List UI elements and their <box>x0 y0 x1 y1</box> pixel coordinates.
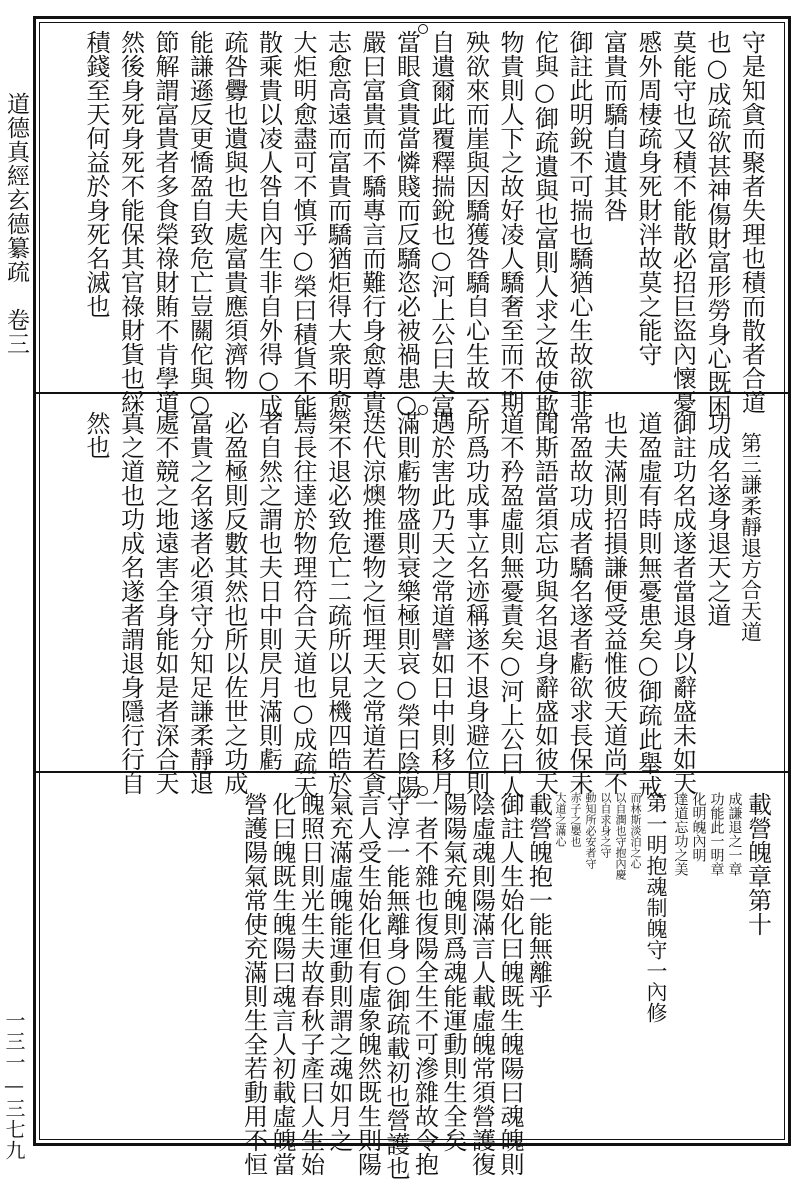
text-column: 常盈故功成者驕名遂者虧欲求長保未 <box>565 411 593 795</box>
text-column: 必盈極則反數其然也所以佐世之功成 <box>220 411 248 795</box>
text-column: 自遺爾此覆釋揣銳也○河上公曰夫富 <box>427 30 455 418</box>
text-column: 殃欲來而崖與因驕獲咎驕自心生故云 <box>461 30 490 414</box>
text-column: 動知所必安者守 <box>584 792 597 869</box>
text-column: 守是知貪而聚者失理也積而散者合道 <box>737 30 766 414</box>
text-column: 佗與○御疏遺與也富則人求之故使欺 <box>530 30 559 418</box>
text-column: 然也 <box>82 411 110 459</box>
text-column: 當眼貪貴當憐賤而反驕恣必被禍患○ <box>392 30 421 418</box>
text-column: 功成名遂身退天之道 <box>703 411 731 627</box>
text-column: 節解謂富貴者多食榮祿財賄不肯學道 <box>151 30 179 414</box>
text-column: 也○成疏欲甚神傷財富形勞身心既困 <box>703 30 731 418</box>
text-column: 遇於害此乃天之常道譬如日中則移月 <box>427 411 455 795</box>
text-column: 滿則虧物盛則衰樂極則哀○榮曰陰陽 <box>392 411 421 799</box>
text-column: 言人受生始化但有虛象魄然既生則陽 <box>353 792 382 1176</box>
text-column: 化明魄內明 <box>690 792 707 862</box>
text-column: 富貴而驕自遺其咎 <box>599 30 628 222</box>
text-column: 營護陽氣常使充滿則生全若動用不恒 <box>239 792 268 1176</box>
text-column: 物貴則人下之故好凌人驕奢至而不期 <box>496 30 524 414</box>
text-column: 散乘貴以凌人咎自內生非自外得○成 <box>254 30 283 418</box>
text-column: 載營魄抱一能無離乎 <box>524 792 553 1008</box>
text-column: 第三謙柔靜退方合天道 <box>738 411 763 642</box>
text-column: 而林斯淡泊之心 <box>629 792 642 869</box>
text-column: 焉長往達於物理符合天道也○成疏天 <box>289 411 317 799</box>
text-column: 積錢至天何益於身死名滅也 <box>82 30 110 318</box>
panel-bottom <box>44 786 782 1180</box>
text-column: 以自求身之守 <box>599 792 612 858</box>
text-column: 處不競之地遠害全身能如是者深合天 <box>151 411 179 795</box>
text-column: 魄照日則光生夫故春秋子產曰人生始 <box>296 792 325 1176</box>
panel-middle <box>44 405 782 799</box>
text-column: 志愈高遠而富貴而驕猶炬得大衆明愈 <box>323 30 352 414</box>
text-column: 成謙退之一章 <box>726 792 743 876</box>
margin-page-number: 一三一—三七九 <box>2 1010 26 1161</box>
text-column: 赤子之嬰也 <box>569 792 582 847</box>
text-column: 化曰魄既生魄陽曰魂言人初載虛魄當 <box>268 792 296 1176</box>
margin-book-title: 道德真經玄德纂疏 卷三 <box>3 92 29 356</box>
text-column: 氣充滿虛魄能運動則謂之魂如月之 <box>325 792 353 1152</box>
text-column: 榮不退必致危亡二疏所以見機四皓於 <box>323 411 352 795</box>
text-column: 陽陽氣充魄則爲魂能運動則生全矣 <box>439 792 467 1152</box>
text-column: 莫能守也又積不能散必招巨盜內懷憂 <box>668 30 697 414</box>
text-column: 達道忘功之美 <box>672 792 689 876</box>
text-column: 聞斯語當須忘功與名退身辭盛如彼天 <box>530 411 559 795</box>
text-column: 疏咎釁也遺與也夫處富貴應須濟物 <box>220 30 248 390</box>
text-column: 真之道也功成名遂者謂退身隱行行自 <box>116 411 145 795</box>
text-column: 御註人生始化曰魄既生魄陽曰魂魄則 <box>496 792 524 1176</box>
text-column: 以自潤也守抱內慶 <box>614 792 627 880</box>
text-column: 第一明抱魂制魄守一內修 <box>644 792 668 1023</box>
text-column: 御註此明銳不可揣也驕猶心生故欲非 <box>565 30 593 414</box>
text-column: 迭代涼燠推遷物之恒理天之常道若貪 <box>358 411 386 795</box>
text-column: 者自然之謂也夫日中則昃月滿則虧 <box>254 411 283 771</box>
text-column: 嚴曰富貴而不驕專言而難行身愈尊貴 <box>358 30 386 414</box>
text-column: 能謙遜反更憍盈自致危亡豈關佗與○ <box>185 30 214 418</box>
text-column: 守淳一能無離身○御疏載初也營護也 <box>382 792 410 1180</box>
text-column: 一者不雜也復陽全生不可滲雜故令抱 <box>410 792 439 1176</box>
text-column: 大炬明愈盡可不慎乎○榮曰積貨不能 <box>289 30 317 418</box>
text-column: 所爲功成事立名迹稱遂不退身避位則 <box>461 411 490 795</box>
text-column: 道不矜盈虛則無憂責矣○河上公曰人 <box>496 411 524 799</box>
text-column: 道盈虛有時則無憂患矣○御疏此舉戒 <box>634 411 662 799</box>
text-column: 然後身死身死不能保其官祿財貨也綵 <box>116 30 145 414</box>
text-column: 大道之滿心 <box>554 792 567 847</box>
text-column: 也夫滿則招損謙便受益惟彼天道尚不 <box>599 411 628 795</box>
text-column: 慼外周棲疏身死財泮故莫之能守 <box>634 30 662 366</box>
text-column: 功能此一明章 <box>708 792 725 876</box>
text-column: 陰虛魂則陽滿言人載虛魄常須營護復 <box>467 792 496 1176</box>
text-column: 御註功名成遂者當退身以辭盛未如天 <box>668 411 697 795</box>
text-column: 載營魄章第十 <box>743 792 772 936</box>
text-column: 富貴之名遂者必須守分知足謙柔靜退 <box>185 411 214 795</box>
panel-top <box>44 24 782 418</box>
